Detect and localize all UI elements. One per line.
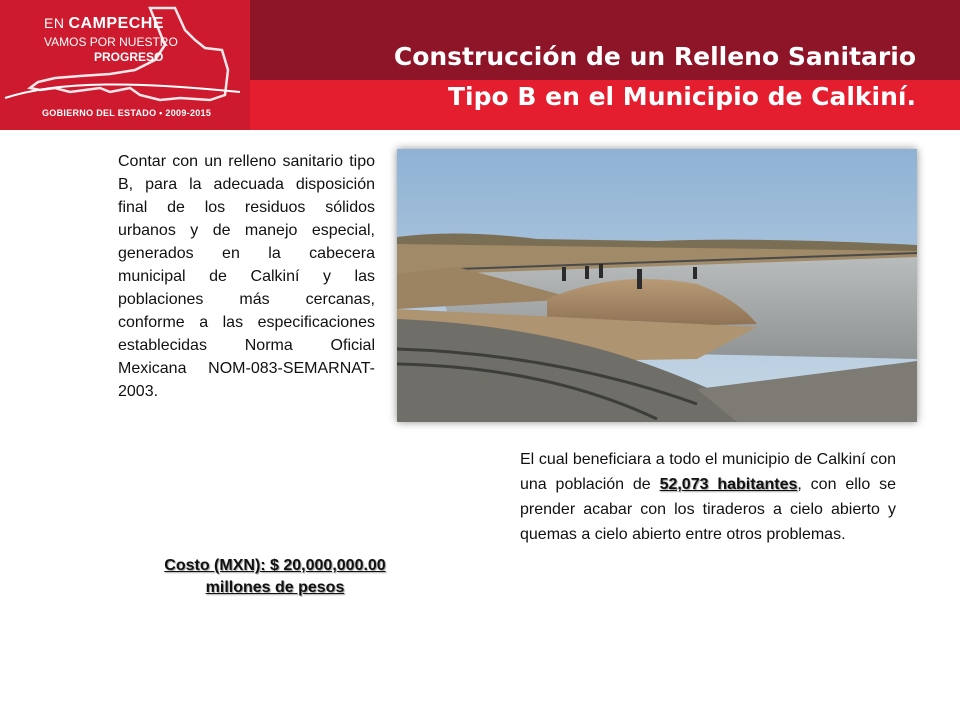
cost-line2: millones de pesos bbox=[205, 579, 345, 596]
landfill-photo bbox=[397, 149, 917, 422]
page-title-line2: Tipo B en el Municipio de Calkiní. bbox=[447, 82, 916, 111]
logo-en: EN bbox=[44, 15, 65, 31]
project-cost bbox=[100, 555, 450, 599]
logo-progreso: PROGRESO bbox=[94, 50, 164, 64]
cost-line1: Costo (MXN): $ 20,000,000.00 bbox=[164, 557, 386, 574]
beneficiaries-population: 52,073 habitantes bbox=[659, 476, 798, 493]
logo-campeche: CAMPECHE bbox=[68, 15, 165, 32]
logo-gobierno: GOBIERNO DEL ESTADO • 2009-2015 bbox=[42, 108, 212, 118]
beneficiaries-after: , con ello se prender acabar con los tiraderos a cielo abierto y quemas a cielo abierto entre otros problemas. bbox=[520, 476, 896, 543]
page-title-line1: Construcción de un Relleno Sanitario bbox=[393, 42, 916, 71]
landfill-photo-image bbox=[397, 149, 917, 422]
logo-panel bbox=[0, 0, 250, 130]
beneficiaries-text bbox=[520, 447, 896, 547]
beneficiaries-before: El cual beneficiara a todo el municipio de Calkiní con una población de bbox=[520, 451, 896, 493]
logo-wordmark bbox=[44, 15, 164, 33]
header bbox=[0, 0, 960, 130]
logo-vamos: VAMOS POR NUESTRO bbox=[44, 35, 178, 49]
project-description: Contar con un relleno sanitario tipo B, para la adecuada disposición final de los residuos sólidos urbanos y de manejo especial, generados en la cabecera municipal de Calkiní y las poblaciones más cercanas, conforme a las especificaciones establecidas Norma Oficial Mexicana NOM-083-SEMARNAT-2003. bbox=[118, 153, 375, 400]
